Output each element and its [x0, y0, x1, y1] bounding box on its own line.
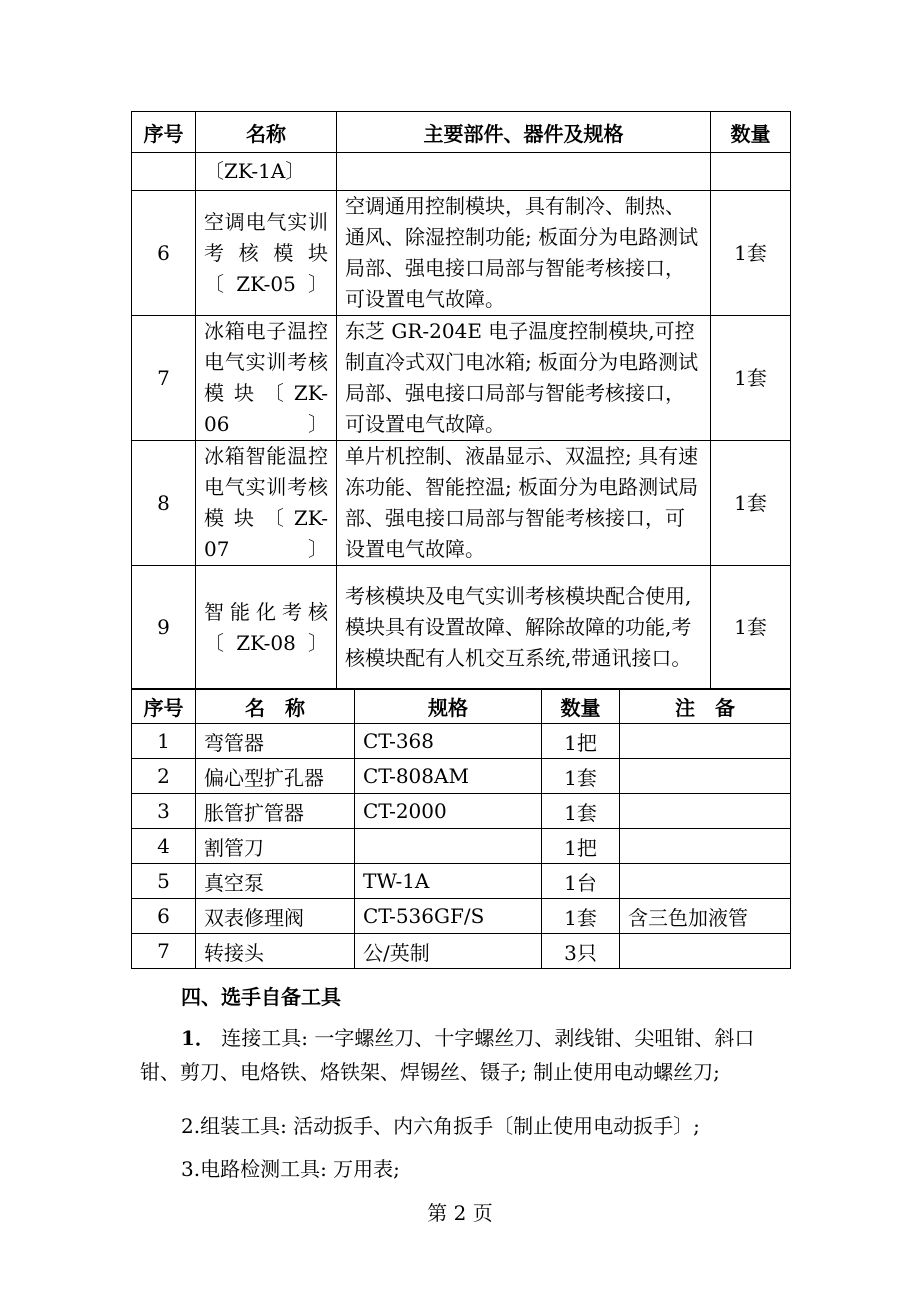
- table-row: [132, 794, 791, 829]
- header-qty: 数量: [711, 112, 791, 153]
- header-name: 名称: [196, 112, 337, 153]
- table-row: [132, 829, 791, 864]
- table-row: [132, 864, 791, 899]
- cell-no: 5: [132, 864, 196, 899]
- cell-no: 7: [132, 934, 196, 969]
- cell-no: 6: [132, 191, 196, 316]
- cell-qty: 1套: [542, 899, 620, 934]
- table-row: [132, 153, 791, 191]
- table-row: [132, 566, 791, 690]
- header-note: 注 备: [620, 689, 791, 724]
- cell-no: 4: [132, 829, 196, 864]
- cell-qty: 1台: [542, 864, 620, 899]
- cell-note: [620, 864, 791, 899]
- cell-name: 割管刀: [196, 829, 355, 864]
- cell-name: 弯管器: [196, 724, 355, 759]
- cell-name: 偏心型扩孔器: [196, 759, 355, 794]
- section-item-2: 2.组装工具: 活动扳手、内六角扳手〔制止使用电动扳手〕;: [181, 1114, 700, 1138]
- header-spec: 规格: [355, 689, 542, 724]
- cell-qty: 3只: [542, 934, 620, 969]
- section-title: 四、选手自备工具: [181, 985, 341, 1009]
- cell-no: 1: [132, 724, 196, 759]
- cell-spec: 空调通用控制模块，具有制冷、制热、通风、除湿控制功能; 板面分为电路测试局部、强电接口局部与智能考核接口，可设置电气故障。: [337, 191, 711, 316]
- table-header-row: [132, 112, 791, 153]
- cell-spec: 东芝 GR-204E 电子温度控制模块,可控制直冷式双门电冰箱; 板面分为电路测试局部、强电接口局部与智能考核接口，可设置电气故障。: [337, 316, 711, 441]
- cell-name: 真空泵: [196, 864, 355, 899]
- cell-spec: [355, 829, 542, 864]
- cell-qty: 1套: [711, 316, 791, 441]
- tools-table: [131, 688, 791, 969]
- cell-no: 9: [132, 566, 196, 690]
- cell-note: [620, 759, 791, 794]
- header-spec: 主要部件、器件及规格: [337, 112, 711, 153]
- cell-name: 冰箱智能温控电气实训考核模块〔ZK-07〕: [196, 441, 337, 566]
- header-qty: 数量: [542, 689, 620, 724]
- cell-spec: CT-536GF/S: [355, 899, 542, 934]
- cell-no: [132, 153, 196, 191]
- cell-no: 7: [132, 316, 196, 441]
- header-no: 序号: [132, 689, 196, 724]
- cell-name: 冰箱电子温控电气实训考核模块〔ZK-06〕: [196, 316, 337, 441]
- cell-qty: 1套: [542, 759, 620, 794]
- cell-spec: TW-1A: [355, 864, 542, 899]
- cell-name: 转接头: [196, 934, 355, 969]
- cell-note: [620, 934, 791, 969]
- cell-qty: 1把: [542, 829, 620, 864]
- table-row: [132, 316, 791, 441]
- table-row: [132, 899, 791, 934]
- cell-name: 双表修理阀: [196, 899, 355, 934]
- cell-qty: 1套: [542, 794, 620, 829]
- cell-note: [620, 724, 791, 759]
- item-number: 1．: [181, 1026, 215, 1050]
- cell-spec: CT-808AM: [355, 759, 542, 794]
- cell-no: 3: [132, 794, 196, 829]
- cell-note: 含三色加液管: [620, 899, 791, 934]
- cell-spec: [337, 153, 711, 191]
- table-row: [132, 759, 791, 794]
- cell-note: [620, 829, 791, 864]
- cell-spec: 单片机控制、液晶显示、双温控; 具有速冻功能、智能控温; 板面分为电路测试局部、强电接口局部与智能考核接口，可设置电气故障。: [337, 441, 711, 566]
- cell-qty: 1把: [542, 724, 620, 759]
- table-row: [132, 441, 791, 566]
- table-header-row: [132, 689, 791, 724]
- header-no: 序号: [132, 112, 196, 153]
- table-row: [132, 934, 791, 969]
- cell-qty: 1套: [711, 566, 791, 690]
- item-text: 连接工具: 一字螺丝刀、十字螺丝刀、剥线钳、尖咀钳、斜口钳、剪刀、电烙铁、烙铁架、焊锡丝、镊子; 制止使用电动螺丝刀;: [140, 1026, 755, 1084]
- cell-no: 6: [132, 899, 196, 934]
- cell-no: 2: [132, 759, 196, 794]
- header-name: 名 称: [196, 689, 355, 724]
- table-row: [132, 191, 791, 316]
- cell-spec: CT-2000: [355, 794, 542, 829]
- cell-name: 智能化考核〔ZK-08〕: [196, 566, 337, 690]
- cell-spec: 考核模块及电气实训考核模块配合使用,模块具有设置故障、解除故障的功能,考核模块配有人机交互系统,带通讯接口。: [337, 566, 711, 690]
- cell-no: 8: [132, 441, 196, 566]
- section-item-1: [140, 1021, 792, 1089]
- section-item-3: 3.电路检测工具: 万用表;: [181, 1157, 400, 1181]
- page-footer: 第 2 页: [427, 1201, 493, 1225]
- cell-name: 空调电气实训考核模块〔ZK-05〕: [196, 191, 337, 316]
- cell-spec: CT-368: [355, 724, 542, 759]
- cell-qty: 1套: [711, 191, 791, 316]
- cell-note: [620, 794, 791, 829]
- cell-qty: [711, 153, 791, 191]
- cell-name: 〔ZK-1A〕: [196, 153, 337, 191]
- cell-name: 胀管扩管器: [196, 794, 355, 829]
- table-row: [132, 724, 791, 759]
- cell-qty: 1套: [711, 441, 791, 566]
- cell-spec: 公/英制: [355, 934, 542, 969]
- components-table: [131, 111, 791, 690]
